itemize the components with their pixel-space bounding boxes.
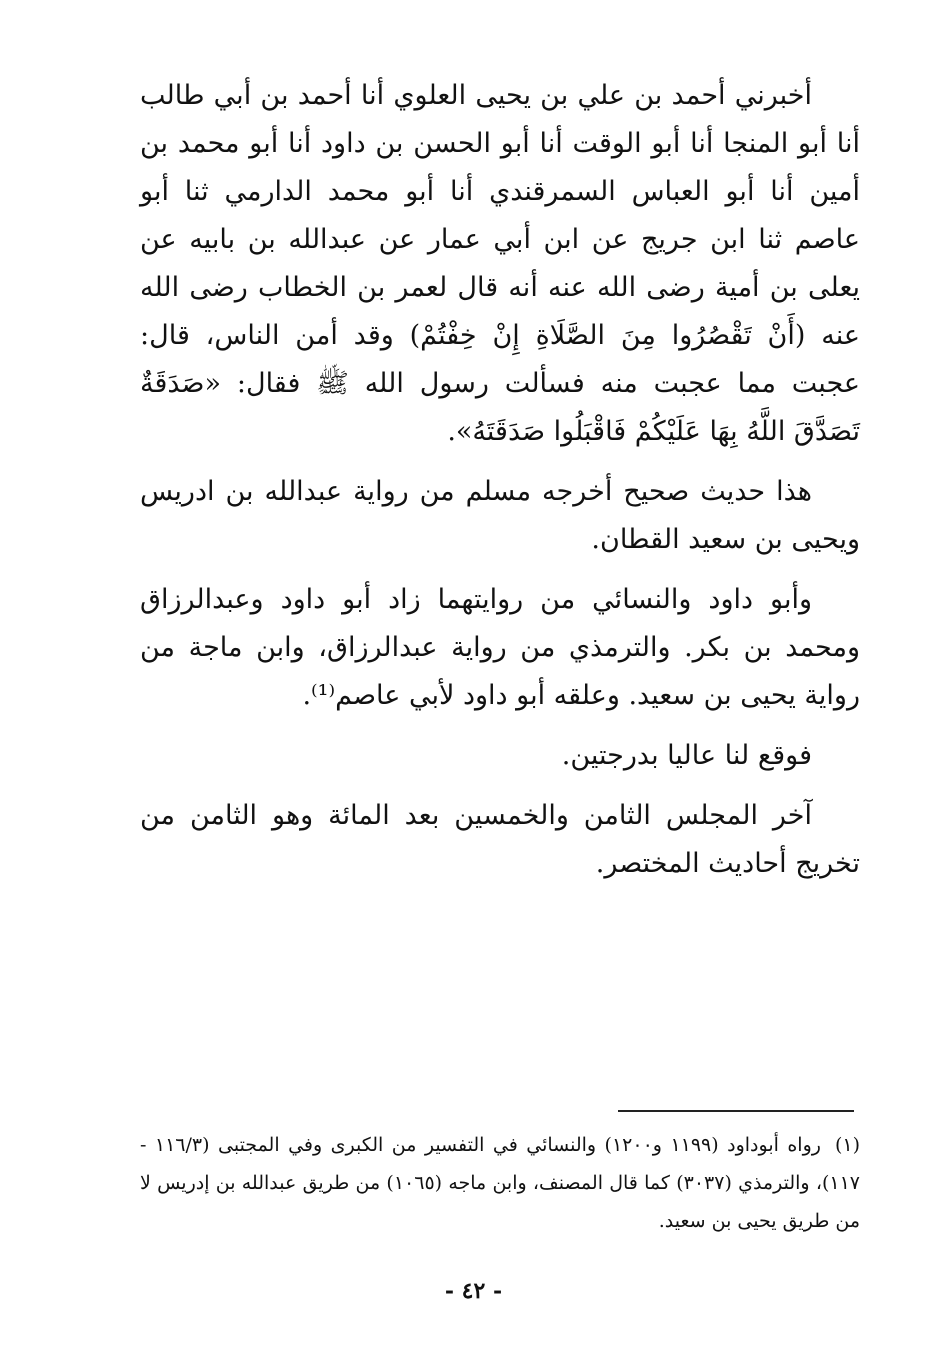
footnote-number: (١) xyxy=(834,1134,861,1156)
paragraph-grading: هذا حديث صحيح أخرجه مسلم من رواية عبدالله بن ادريس ويحيى بن سعيد القطان. xyxy=(140,476,860,555)
footnote-separator xyxy=(618,1110,854,1112)
paragraph-closing: آخر المجلس الثامن والخمسين بعد المائة وهو الثامن من تخريج أحاديث المختصر. xyxy=(140,800,860,879)
footnote-text: رواه أبوداود (١١٩٩ و١٢٠٠) والنسائي في التفسير من الكبرى وفي المجتبى (١١٦/٣ - ١١٧)، والترمذي (٣٠٣٧) كما قال المصنف، وابن ماجه (١٠٦٥) من طريق عبدالله بن إدريس لا من طريق يحيى بن سعيد. xyxy=(140,1134,860,1232)
page-number: - ٤٢ - xyxy=(444,1278,503,1304)
main-text xyxy=(140,72,860,888)
paragraph-elevation: فوقع لنا عاليا بدرجتين. xyxy=(561,740,812,771)
footnotes xyxy=(140,1126,860,1240)
footnote-item xyxy=(140,1126,860,1240)
paragraph-sources: وأبو داود والنسائي من روايتهما زاد أبو داود وعبدالرزاق ومحمد بن بكر. والترمذي من رواية عبدالرزاق، وابن ماجة من رواية يحيى بن سعيد. وعلقه أبو داود لأبي عاصم⁽¹⁾. xyxy=(140,584,860,711)
paragraph-isnad: أخبرني أحمد بن علي بن يحيى العلوي أنا أحمد بن أبي طالب أنا أبو المنجا أنا أبو الوقت أنا أبو الحسن بن داود أنا أبو محمد بن أمين أنا أبو العباس السمرقندي أنا أبو محمد الدارمي ثنا أبو عاصم ثنا ابن جريج عن ابن أبي عمار عن عبدالله بن بابيه عن يعلى بن أمية رضى الله عنه أنه قال لعمر بن الخطاب رضى الله عنه (أَنْ تَقْصُرُوا مِنَ الصَّلَاةِ إِنْ خِفْتُمْ) وقد أمن الناس، قال: عجبت مما عجبت منه فسألت رسول الله ﷺ فقال: «صَدَقَةٌ تَصَدَّقَ اللَّهُ بِهَا عَلَيْكُمْ فَاقْبَلُوا صَدَقَتَهُ». xyxy=(140,80,860,447)
